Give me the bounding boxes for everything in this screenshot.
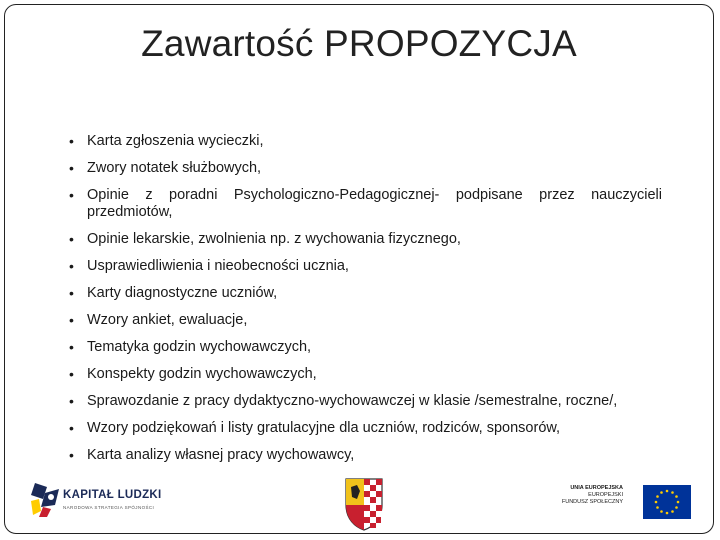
list-item: • Opinie z poradni Psychologiczno-Pedagogicznej- podpisane przez nauczycieli przedmiotów, [67,187,662,221]
eu-line1: UNIA EUROPEJSKA [570,485,623,491]
bullet-list [67,133,662,474]
eu-line2: EUROPEJSKI [588,492,623,498]
list-item: • Karty diagnostyczne uczniów, [67,285,662,302]
eu-fund-text [551,485,623,506]
list-item: • Opinie lekarskie, zwolnienia np. z wychowania fizycznego, [67,231,662,248]
list-item: • Konspekty godzin wychowawczych, [67,366,662,383]
eu-line3: FUNDUSZ SPOŁECZNY [561,499,623,505]
list-item: • Karta analizy własnej pracy wychowawcy, [67,447,662,464]
kapital-ludzki-name: KAPITAŁ LUDZKI [63,489,162,501]
list-item: • Wzory ankiet, ewaluacje, [67,312,662,329]
list-item: • Usprawiedliwienia i nieobecności ucznia, [67,258,662,275]
list-item: • Karta zgłoszenia wycieczki, [67,133,662,150]
coat-of-arms-icon [343,475,385,531]
slide [4,4,714,534]
list-item: • Wzory podziękowań i listy gratulacyjne dla uczniów, rodziców, sponsorów, [67,420,662,437]
eu-fund-logo [551,485,691,525]
kapital-ludzki-subtitle: NARODOWA STRATEGIA SPÓJNOŚCI [63,505,155,510]
list-item: • Zwory notatek służbowych, [67,160,662,177]
kapital-ludzki-mark-icon [29,479,61,519]
kapital-ludzki-logo [29,477,179,527]
list-item: • Sprawozdanie z pracy dydaktyczno-wychowawczej w klasie /semestralne, roczne/, [67,393,662,410]
logo-footer [5,473,713,533]
list-item: • Tematyka godzin wychowawczych, [67,339,662,356]
eu-flag-icon [643,485,691,519]
slide-title: Zawartość PROPOZYCJA [141,23,577,64]
